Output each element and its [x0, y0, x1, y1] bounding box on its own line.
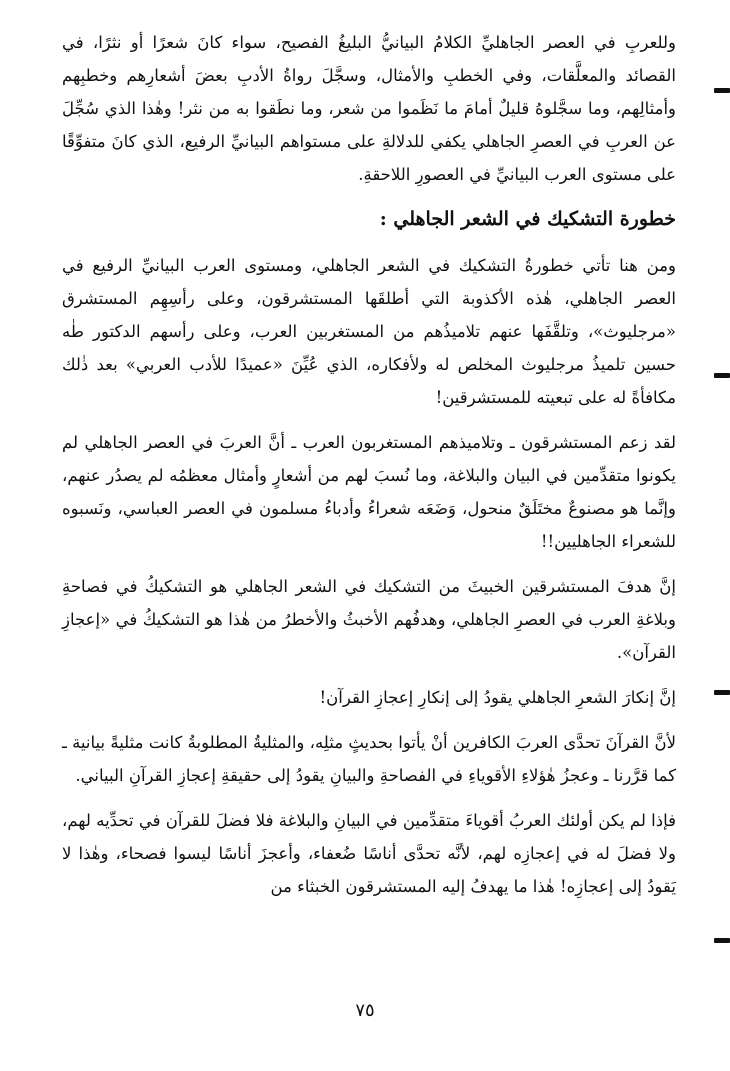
- page-number: ٧٥: [355, 1000, 375, 1021]
- paragraph-5: لأنَّ القرآنَ تحدَّى العربَ الكافرين أنْ يأتوا بحديثٍ مثلِه، والمثليةُ المطلوبةُ كانت مثليةً بيانية ـ كما قرَّرنا ـ وعجزُ هٰؤلاءِ الأقوياءِ في الفصاحةِ والبيانِ يقودُ إلى حقيقةِ إعجازِ القرآنِ البياني.: [62, 733, 676, 785]
- paragraph-1: ومن هنا تأتي خطورةُ التشكيك في الشعر الجاهلي، ومستوى العرب البيانيِّ الرفيع في العصر الجاهلي، هٰذه الأكذوبة التي أطلقَها المستشرقون، وعلى رأسِهِم المستشرق «مرجليوث»، وتلقَّفَها عنهم تلاميذُهم من المستغربين العرب، وعلى رأسهم الدكتور طٰه حسين تلميذُ مرجليوث المخلص له ولأفكاره، الذي عُيِّنَ «عميدًا للأدب العربي» بعد ذٰلك مكافأةً له على تبعيته للمستشرقين!: [62, 256, 676, 407]
- margin-mark: [714, 88, 730, 93]
- margin-mark: [714, 373, 730, 378]
- section-heading: خطورة التشكيك في الشعر الجاهلي :: [379, 208, 676, 230]
- paragraph-intro: وللعربِ في العصر الجاهليِّ الكلامُ البيانيُّ البليغُ الفصيح، سواء كانَ شعرًا أو نثرًا، في القصائد والمعلَّقات، وفي الخطبِ والأمثال، وسجَّلَ رواةُ الأدبِ بعضَ أشعارِهم وخطبِهم وأمثالِهم، وما سجَّلوهُ قليلٌ أمامَ ما نَظَموا من شعر، وما نطَقوا به من نثر! وهٰذا الذي سُجِّلَ عن العربِ في العصرِ الجاهلي يكفي للدلالةِ على مستواهم البيانيِّ الرفيع، الذي كانَ متفوِّقًا على مستوى العرب البيانيِّ في العصورِ اللاحقةِ.: [62, 33, 676, 184]
- paragraph-4: إنَّ إنكارَ الشعرِ الجاهلي يقودُ إلى إنكارِ إعجازِ القرآن!: [319, 688, 676, 707]
- paragraph-6: فإذا لم يكن أولئك العربُ أقوياءَ متقدِّمين في البيانِ والبلاغة فلا فضلَ للقرآن في تحدِّيه لهم، ولا فضلَ له في إعجازِه لهم، لأنَّه تحدَّى أناسًا ضُعفاء، وأعجزَ أناسًا ليسوا فصحاء، وهٰذا لا يَقودُ إلى إعجازِه! هٰذا ما يهدفُ إليه المستشرقون الخبثاء من: [62, 811, 676, 896]
- margin-mark: [714, 938, 730, 943]
- margin-mark: [714, 690, 730, 695]
- page-body: [62, 26, 676, 986]
- paragraph-2: لقد زعم المستشرقون ـ وتلاميذهم المستغربون العرب ـ أنَّ العربَ في العصر الجاهلي لم يكونوا متقدِّمين في البيان والبلاغة، وما نُسبَ لهم من أشعارٍ وأمثال معظمُه لم يصدُر عنهم، وإنَّما هو مصنوعٌ مختَلَقٌ منحول، وَضَعَه شعراءُ وأدباءُ مسلمون في العصر العباسي، ونَسبوه للشعراء الجاهليين!!: [62, 433, 676, 551]
- paragraph-3: إنَّ هدفَ المستشرقين الخبيثَ من التشكيك في الشعر الجاهلي هو التشكيكُ في فصاحةِ وبلاغةِ العرب في العصرِ الجاهلي، وهدفُهم الأخبثُ والأخطرُ من هٰذا هو التشكيكُ في «إعجازِ القرآن».: [62, 577, 676, 662]
